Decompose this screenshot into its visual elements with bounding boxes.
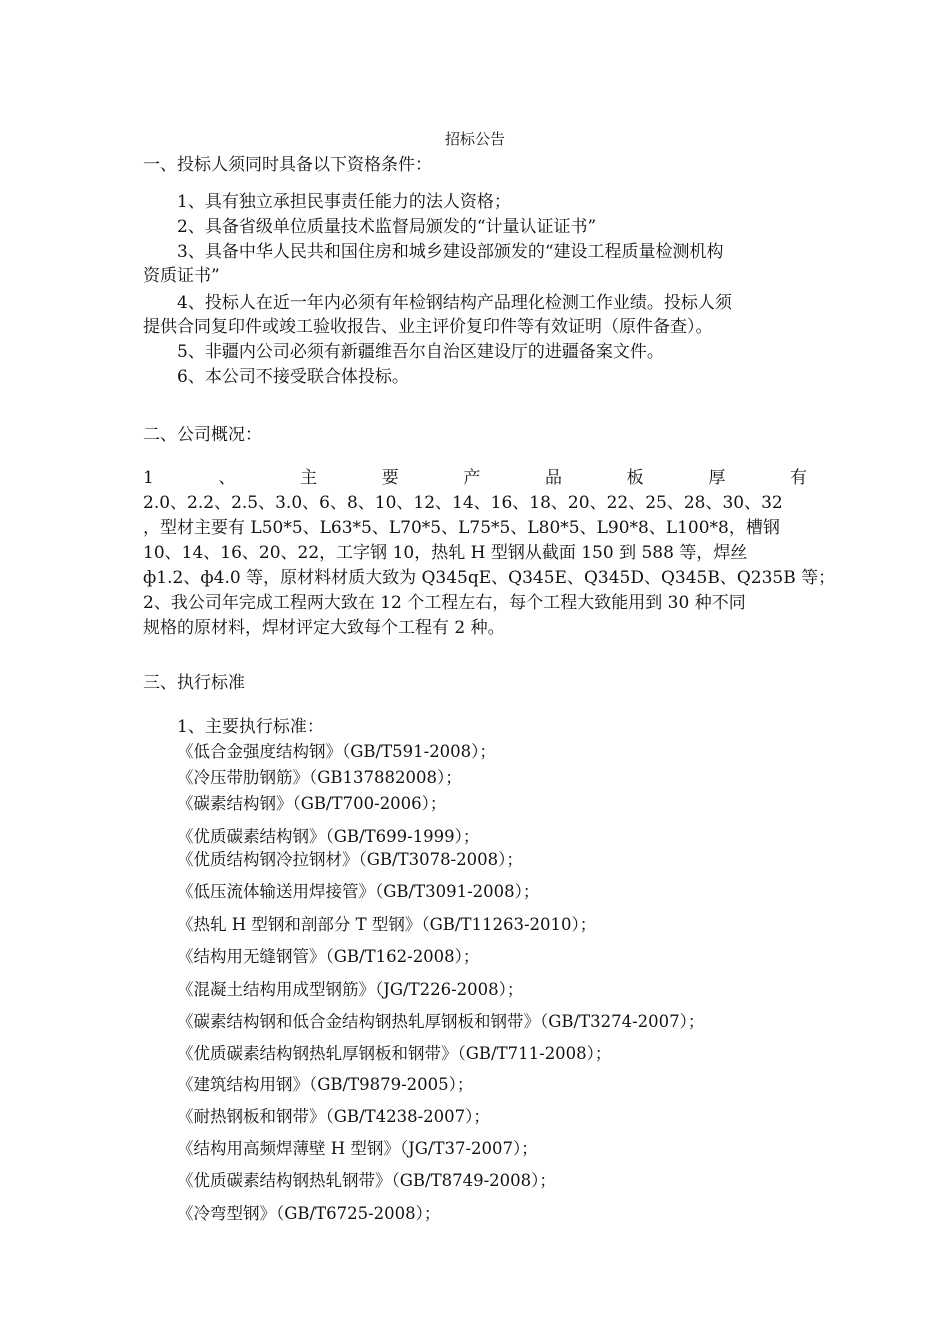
standard-item: 《建筑结构用钢》（GB/T9879-2005）； — [177, 1075, 474, 1094]
qualification-item: 4、投标人在近一年内必须有年检钢结构产品理化检测工作业绩。投标人须 — [177, 293, 732, 313]
standard-item: 《碳素结构钢》（GB/T700-2006）； — [177, 794, 447, 813]
standard-item: 《冷弯型钢》（GB/T6725-2008）； — [177, 1204, 441, 1223]
standards-subheading: 1、主要执行标准： — [177, 717, 324, 737]
qualification-item: 2、具备省级单位质量技术监督局颁发的“计量认证证书” — [177, 217, 597, 237]
spread-word: 品 — [545, 468, 563, 488]
section3-heading: 三、执行标准 — [143, 673, 245, 693]
spread-word: 主 — [300, 468, 318, 488]
standard-item: 《低压流体输送用焊接管》（GB/T3091-2008）； — [177, 882, 540, 901]
section2-heading: 二、公司概况： — [143, 425, 262, 445]
spread-word: 有 — [789, 468, 807, 488]
section1-heading: 一、投标人须同时具备以下资格条件： — [143, 155, 432, 175]
spread-word: 1 — [143, 468, 154, 488]
spread-word: 厚 — [708, 468, 726, 488]
standard-item: 《耐热钢板和钢带》（GB/T4238-2007）； — [177, 1107, 490, 1126]
qualification-item: 5、非疆内公司必须有新疆维吾尔自治区建设厅的进疆备案文件。 — [177, 342, 664, 362]
standard-item: 《结构用无缝钢管》（GB/T162-2008）； — [177, 947, 480, 966]
qualification-item: 6、本公司不接受联合体投标。 — [177, 367, 409, 387]
standard-item: 《低合金强度结构钢》（GB/T591-2008）； — [177, 742, 496, 761]
standard-item: 《混凝土结构用成型钢筋》（JG/T226-2008）； — [177, 980, 524, 999]
overview-line: ，型材主要有 L50*5、L63*5、L70*5、L75*5、L80*5、L90*8、L100*8，槽钢 — [143, 518, 780, 538]
standard-item: 《冷压带肋钢筋》（GB137882008）； — [177, 768, 462, 787]
overview-line: 规格的原材料，焊材评定大致每个工程有 2 种。 — [143, 618, 505, 638]
spread-word: 要 — [381, 468, 399, 488]
overview-line: 10、14、16、20、22，工字钢 10，热轧 H 型钢从截面 150 到 588 等，焊丝 — [143, 543, 748, 563]
spread-justified-line — [143, 466, 807, 490]
spread-word: 产 — [463, 468, 481, 488]
overview-line: 2、我公司年完成工程两大致在 12 个工程左右，每个工程大致能用到 30 种不同 — [143, 593, 746, 613]
overview-line: 2.0、2.2、2.5、3.0、6、8、10、12、14、16、18、20、22、25、28、30、32 — [143, 493, 783, 513]
standard-item: 《结构用高频焊薄壁 H 型钢》（JG/T37-2007）； — [177, 1139, 538, 1158]
standard-item: 《优质碳素结构钢》（GB/T699-1999）； — [177, 827, 480, 846]
qualification-item-continued: 提供合同复印件或竣工验收报告、业主评价复印件等有效证明（原件备查）。 — [143, 317, 713, 337]
standard-item: 《热轧 H 型钢和剖部分 T 型钢》（GB/T11263-2010）； — [177, 915, 597, 934]
standard-item: 《碳素结构钢和低合金结构钢热轧厚钢板和钢带》（GB/T3274-2007）； — [177, 1012, 705, 1031]
document-title: 招标公告 — [444, 130, 505, 148]
spread-word: 板 — [626, 468, 644, 488]
qualification-item: 1、具有独立承担民事责任能力的法人资格； — [177, 192, 511, 212]
standard-item: 《优质碳素结构钢热轧厚钢板和钢带》（GB/T711-2008）； — [177, 1044, 612, 1063]
qualification-item-continued: 资质证书” — [143, 266, 220, 286]
qualification-item: 3、具备中华人民共和国住房和城乡建设部颁发的“建设工程质量检测机构 — [177, 242, 724, 262]
spread-word: 、 — [218, 468, 236, 488]
standard-item: 《优质结构钢冷拉钢材》（GB/T3078-2008）； — [177, 850, 523, 869]
standard-item: 《优质碳素结构钢热轧钢带》（GB/T8749-2008）； — [177, 1171, 556, 1190]
overview-line: ф1.2、ф4.0 等，原材料材质大致为 Q345qE、Q345E、Q345D、Q345B、Q235B 等； — [143, 568, 836, 588]
